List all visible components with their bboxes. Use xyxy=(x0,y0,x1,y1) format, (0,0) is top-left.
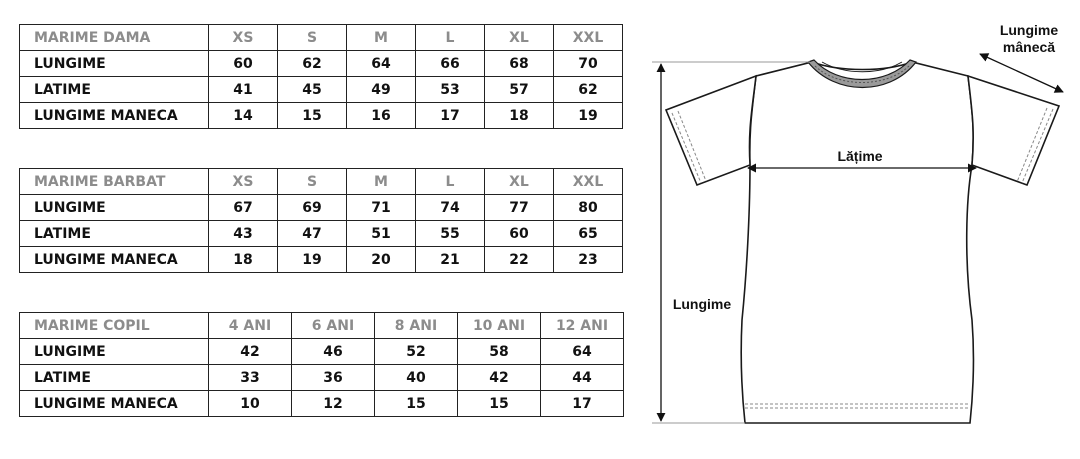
header-cell: XL xyxy=(485,169,554,195)
table-cell: 17 xyxy=(541,391,624,417)
table-cell: 10 xyxy=(209,391,292,417)
table-cell: 77 xyxy=(485,195,554,221)
table-cell: 62 xyxy=(278,51,347,77)
table-cell: 18 xyxy=(209,247,278,273)
table-cell: 65 xyxy=(554,221,623,247)
table-cell: 60 xyxy=(209,51,278,77)
table-cell: 16 xyxy=(347,103,416,129)
header-cell: M xyxy=(347,169,416,195)
header-cell: XS xyxy=(209,25,278,51)
row-label: LUNGIME MANECA xyxy=(20,247,209,273)
table-cell: 15 xyxy=(458,391,541,417)
table-cell: 64 xyxy=(541,339,624,365)
table-cell: 22 xyxy=(485,247,554,273)
table-cell: 53 xyxy=(416,77,485,103)
table-cell: 41 xyxy=(209,77,278,103)
table-cell: 46 xyxy=(292,339,375,365)
table-cell: 69 xyxy=(278,195,347,221)
header-cell: 4 ANI xyxy=(209,313,292,339)
header-cell: 10 ANI xyxy=(458,313,541,339)
header-cell: 8 ANI xyxy=(375,313,458,339)
table-cell: 55 xyxy=(416,221,485,247)
length-label: Lungime xyxy=(672,296,732,312)
table-cell: 57 xyxy=(485,77,554,103)
table-cell: 51 xyxy=(347,221,416,247)
table-cell: 47 xyxy=(278,221,347,247)
header-cell: S xyxy=(278,25,347,51)
table-cell: 17 xyxy=(416,103,485,129)
table-cell: 42 xyxy=(209,339,292,365)
header-cell: XXL xyxy=(554,169,623,195)
table-cell: 71 xyxy=(347,195,416,221)
tshirt-outline xyxy=(741,62,973,423)
header-cell: L xyxy=(416,169,485,195)
table-cell: 74 xyxy=(416,195,485,221)
table-cell: 62 xyxy=(554,77,623,103)
sleeve-length-label-line1: Lungime xyxy=(999,22,1059,38)
row-label: LATIME xyxy=(20,221,209,247)
row-label: LUNGIME xyxy=(20,51,209,77)
table-cell: 15 xyxy=(278,103,347,129)
row-label: LUNGIME MANECA xyxy=(20,391,209,417)
header-cell: S xyxy=(278,169,347,195)
table-cell: 36 xyxy=(292,365,375,391)
right-sleeve xyxy=(968,76,1059,185)
header-cell: XS xyxy=(209,169,278,195)
table-cell: 70 xyxy=(554,51,623,77)
table-cell: 19 xyxy=(554,103,623,129)
table-cell: 68 xyxy=(485,51,554,77)
table-cell: 44 xyxy=(541,365,624,391)
header-cell: 6 ANI xyxy=(292,313,375,339)
table-cell: 19 xyxy=(278,247,347,273)
table-cell: 43 xyxy=(209,221,278,247)
table-cell: 14 xyxy=(209,103,278,129)
table-cell: 33 xyxy=(209,365,292,391)
header-cell: M xyxy=(347,25,416,51)
row-label: LUNGIME MANECA xyxy=(20,103,209,129)
table-cell: 12 xyxy=(292,391,375,417)
header-cell: MARIME DAMA xyxy=(20,25,209,51)
left-sleeve xyxy=(666,76,756,185)
table-cell: 40 xyxy=(375,365,458,391)
row-label: LUNGIME xyxy=(20,339,209,365)
table-cell: 20 xyxy=(347,247,416,273)
header-cell: 12 ANI xyxy=(541,313,624,339)
table-cell: 42 xyxy=(458,365,541,391)
header-cell: XXL xyxy=(554,25,623,51)
table-cell: 66 xyxy=(416,51,485,77)
row-label: LUNGIME xyxy=(20,195,209,221)
width-label: Lățime xyxy=(837,148,883,164)
table-cell: 67 xyxy=(209,195,278,221)
table-cell: 80 xyxy=(554,195,623,221)
header-cell: MARIME BARBAT xyxy=(20,169,209,195)
table-cell: 45 xyxy=(278,77,347,103)
table-cell: 58 xyxy=(458,339,541,365)
table-cell: 18 xyxy=(485,103,554,129)
table-cell: 52 xyxy=(375,339,458,365)
table-cell: 15 xyxy=(375,391,458,417)
table-cell: 64 xyxy=(347,51,416,77)
table-cell: 49 xyxy=(347,77,416,103)
header-cell: L xyxy=(416,25,485,51)
header-cell: MARIME COPIL xyxy=(20,313,209,339)
row-label: LATIME xyxy=(20,365,209,391)
row-label: LATIME xyxy=(20,77,209,103)
table-cell: 60 xyxy=(485,221,554,247)
sleeve-length-label-line2: mânecă xyxy=(1002,39,1056,55)
header-cell: XL xyxy=(485,25,554,51)
table-cell: 21 xyxy=(416,247,485,273)
table-cell: 23 xyxy=(554,247,623,273)
sleeve-length-label xyxy=(986,22,1072,56)
